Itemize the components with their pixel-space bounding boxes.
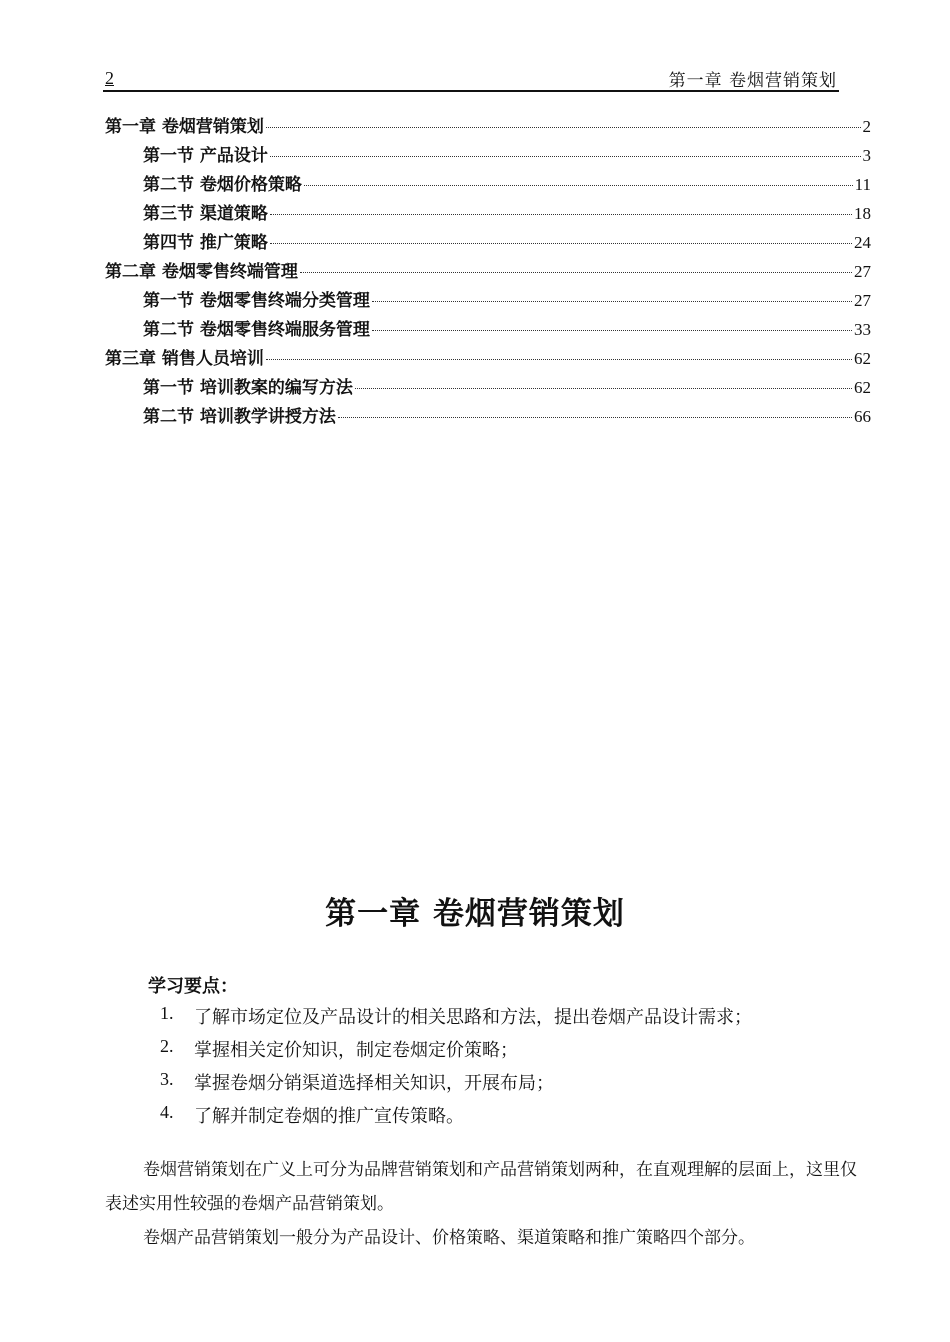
header-page-number: 2 — [105, 68, 114, 88]
toc-page-number: 62 — [854, 378, 871, 397]
toc-section-entry[interactable] — [105, 170, 871, 199]
key-point-text: 了解市场定位及产品设计的相关思路和方法，提出卷烟产品设计需求； — [194, 1007, 752, 1028]
toc-entry-label: 第四节 推广策略 — [143, 233, 268, 253]
key-point-item — [160, 1036, 752, 1069]
toc-section-entry[interactable] — [105, 286, 871, 315]
toc-chapter-entry[interactable] — [105, 344, 871, 373]
key-points-label: 学习要点： — [148, 976, 238, 997]
toc-entry-label: 第一节 卷烟零售终端分类管理 — [143, 291, 370, 311]
key-point-item — [160, 1069, 752, 1102]
toc-dot-leader — [355, 388, 852, 389]
key-point-text: 了解并制定卷烟的推广宣传策略。 — [194, 1106, 464, 1127]
toc-dot-leader — [338, 417, 852, 418]
toc-entry-label: 第三节 渠道策略 — [143, 204, 268, 224]
toc-page-number: 2 — [862, 117, 871, 136]
toc-page-number: 27 — [854, 262, 871, 281]
key-point-text: 掌握卷烟分销渠道选择相关知识，开展布局； — [194, 1073, 554, 1094]
toc-entry-label: 第二节 卷烟价格策略 — [143, 175, 302, 195]
header-rule — [103, 90, 839, 92]
toc-dot-leader — [300, 272, 852, 273]
toc-dot-leader — [372, 330, 852, 331]
chapter-title: 第一章 卷烟营销策划 — [325, 896, 625, 932]
toc-page-number: 62 — [854, 349, 871, 368]
toc-dot-leader — [270, 214, 852, 215]
toc-entry-label: 第二节 培训教学讲授方法 — [143, 407, 336, 427]
toc-page-number: 3 — [862, 146, 871, 165]
toc-dot-leader — [372, 301, 852, 302]
toc-dot-leader — [266, 127, 861, 128]
toc-page-number: 66 — [854, 407, 871, 426]
toc-section-entry[interactable] — [105, 315, 871, 344]
toc-entry-label: 第三章 销售人员培训 — [105, 349, 264, 369]
toc-section-entry[interactable] — [105, 373, 871, 402]
toc-section-entry[interactable] — [105, 402, 871, 431]
key-point-number: 2. — [160, 1036, 174, 1056]
toc-dot-leader — [270, 243, 852, 244]
toc-section-entry[interactable] — [105, 228, 871, 257]
key-point-item — [160, 1003, 752, 1036]
key-point-text: 掌握相关定价知识，制定卷烟定价策略； — [194, 1040, 518, 1061]
key-points-list — [160, 1003, 752, 1135]
key-point-number: 3. — [160, 1069, 174, 1089]
toc-dot-leader — [270, 156, 861, 157]
key-point-number: 4. — [160, 1102, 174, 1122]
toc-entry-label: 第二章 卷烟零售终端管理 — [105, 262, 298, 282]
toc-entry-label: 第二节 卷烟零售终端服务管理 — [143, 320, 370, 340]
toc-section-entry[interactable] — [105, 199, 871, 228]
body-paragraph: 卷烟产品营销策划一般分为产品设计、价格策略、渠道策略和推广策略四个部分。 — [143, 1228, 755, 1248]
toc-dot-leader — [266, 359, 852, 360]
toc-chapter-entry[interactable] — [105, 112, 871, 141]
toc-chapter-entry[interactable] — [105, 257, 871, 286]
toc-section-entry[interactable] — [105, 141, 871, 170]
toc-page-number: 11 — [854, 175, 871, 194]
toc-entry-label: 第一章 卷烟营销策划 — [105, 117, 264, 137]
toc-dot-leader — [304, 185, 853, 186]
toc-page-number: 24 — [854, 233, 871, 252]
header-running-title: 第一章 卷烟营销策划 — [668, 71, 837, 91]
toc-entry-label: 第一节 产品设计 — [143, 146, 268, 166]
key-point-item — [160, 1102, 752, 1135]
toc-page-number: 33 — [854, 320, 871, 339]
toc-page-number: 18 — [854, 204, 871, 223]
toc-page-number: 27 — [854, 291, 871, 310]
key-point-number: 1. — [160, 1003, 174, 1023]
body-paragraph: 卷烟营销策划在广义上可分为品牌营销策划和产品营销策划两种，在直观理解的层面上，这里仅表述实用性较强的卷烟产品营销策划。 — [105, 1160, 857, 1214]
toc-entry-label: 第一节 培训教案的编写方法 — [143, 378, 353, 398]
table-of-contents — [105, 112, 871, 431]
